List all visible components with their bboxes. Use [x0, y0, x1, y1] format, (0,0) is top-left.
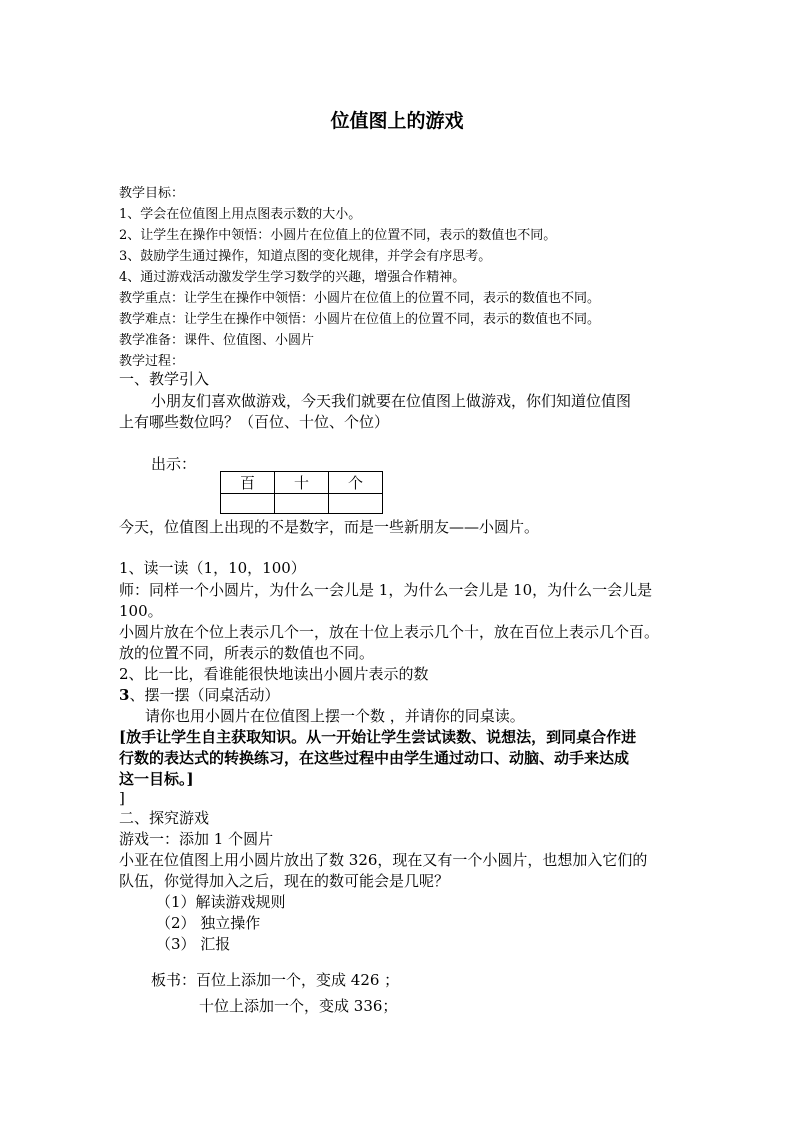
arrange-number: 3 — [119, 686, 130, 704]
place-value-table — [220, 471, 383, 514]
arrange-title — [119, 684, 279, 705]
teaching-note: 行数的表达式的转换练习，在这些过程中由学生通过动口、动脑、动手来达成 — [119, 749, 630, 767]
closing-bracket: ] — [119, 789, 125, 807]
arrange-desc: 请你也用小圆片在位值图上摆一个数 ，并请你的同桌读。 — [145, 707, 525, 725]
story-text: 队伍，你觉得加入之后，现在的数可能会是几呢？ — [119, 872, 450, 890]
teacher-text: 师：同样一个小圆片，为什么一会儿是 1，为什么一会儿是 10，为什么一会儿是 — [119, 581, 653, 599]
read-title: 1、读一读（1，10，100） — [119, 559, 306, 577]
compare-title: 2、比一比，看谁能很快地读出小圆片表示的数 — [119, 665, 429, 683]
section1-heading: 一、教学引入 — [119, 370, 210, 388]
key-point: 教学重点：让学生在操作中领悟：小圆片在位值上的位置不同，表示的数值也不同。 — [119, 291, 601, 306]
game1-title: 游戏一：添加 1 个圆片 — [119, 830, 274, 848]
teacher-text: 100。 — [119, 602, 163, 620]
section2-heading: 二、探究游戏 — [119, 809, 210, 827]
arrange-label: 、摆一摆（同桌活动） — [129, 686, 280, 704]
tens-header: 十 — [275, 472, 329, 494]
place-text: 小圆片放在个位上表示几个一，放在十位上表示几个十，放在百位上表示几个百。 — [119, 623, 660, 641]
intro-text: 上有哪些数位吗？（百位、十位、个位） — [119, 413, 390, 431]
place-text: 放的位置不同，所表示的数值也不同。 — [119, 644, 375, 662]
ones-header: 个 — [329, 472, 383, 494]
tens-cell — [275, 494, 329, 514]
objectives-heading: 教学目标： — [119, 186, 185, 201]
new-friends-text: 今天，位值图上出现的不是数字，而是一些新朋友——小圆片。 — [119, 518, 540, 536]
hundreds-header: 百 — [221, 472, 275, 494]
preparation: 教学准备：课件、位值图、小圆片 — [119, 333, 315, 348]
difficulty: 教学难点：让学生在操作中领悟：小圆片在位值上的位置不同，表示的数值也不同。 — [119, 312, 601, 327]
step-item: （3） 汇报 — [156, 935, 231, 953]
teaching-note: [放手让学生自主获取知识。从一开始让学生尝试读数、说想法，到同桌合作进 — [119, 728, 637, 746]
story-text: 小亚在位值图上用小圆片放出了数 326，现在又有一个小圆片，也想加入它们的 — [119, 851, 648, 869]
objective-item: 4、通过游戏活动激发学生学习数学的兴趣，增强合作精神。 — [119, 270, 466, 285]
board-line: 板书：百位上添加一个，变成 426 ； — [151, 971, 400, 989]
objective-item: 3、鼓励学生通过操作，知道点图的变化规律，并学会有序思考。 — [119, 249, 492, 264]
step-item: （2） 独立操作 — [156, 914, 261, 932]
hundreds-cell — [221, 494, 275, 514]
board-line: 十位上添加一个，变成 336； — [199, 997, 398, 1015]
show-label: 出示： — [151, 455, 197, 473]
teaching-note: 这一目标。] — [119, 770, 194, 788]
ones-cell — [329, 494, 383, 514]
document-title: 位值图上的游戏 — [330, 110, 464, 132]
intro-text: 小朋友们喜欢做游戏，今天我们就要在位值图上做游戏，你们知道位值图 — [151, 392, 632, 410]
objective-item: 1、学会在位值图上用点图表示数的大小。 — [119, 207, 362, 222]
process-heading: 教学过程： — [119, 354, 185, 369]
step-item: （1）解读游戏规则 — [156, 893, 286, 911]
objective-item: 2、让学生在操作中领悟：小圆片在位值上的位置不同，表示的数值也不同。 — [119, 228, 557, 243]
